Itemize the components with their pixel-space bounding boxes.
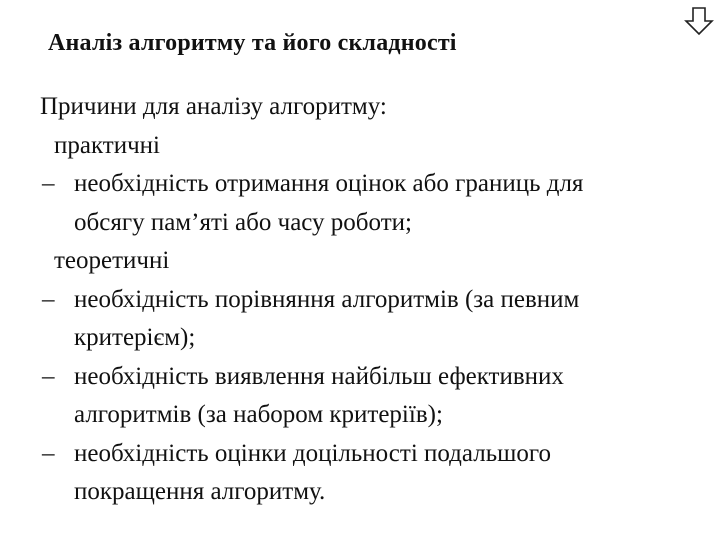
list-item-line: критерієм); — [74, 324, 196, 351]
dash-bullet: – — [42, 285, 55, 313]
list-item-line: обсягу пам’яті або часу роботи; — [74, 208, 412, 236]
list-item-line: необхідність виявлення найбільш ефективних — [74, 362, 564, 390]
list-item-line: необхідність оцінки доцільності подальшого — [74, 439, 551, 467]
slide-title: Аналіз алгоритму та його складності — [48, 30, 457, 56]
dash-bullet: – — [42, 170, 55, 197]
list-item — [40, 281, 700, 358]
list-item-line: необхідність отримання оцінок або границь для — [74, 170, 584, 197]
list-item — [40, 358, 700, 435]
dash-bullet: – — [42, 439, 55, 467]
list-item-line: необхідність порівняння алгоритмів (за певним — [74, 285, 580, 313]
list-item — [40, 165, 700, 242]
group-label-practical: практичні — [54, 131, 160, 159]
list-item-line: алгоритмів (за набором критеріїв); — [74, 401, 443, 428]
intro-text: Причини для аналізу алгоритму: — [40, 93, 387, 120]
down-arrow-icon — [684, 6, 714, 36]
list-item-line: покращення алгоритму. — [74, 478, 326, 505]
next-slide-button[interactable] — [684, 6, 714, 36]
dash-bullet: – — [42, 362, 55, 390]
group-label-theoretical: теоретичні — [54, 247, 170, 274]
list-item — [40, 435, 700, 512]
slide-body — [40, 88, 700, 512]
